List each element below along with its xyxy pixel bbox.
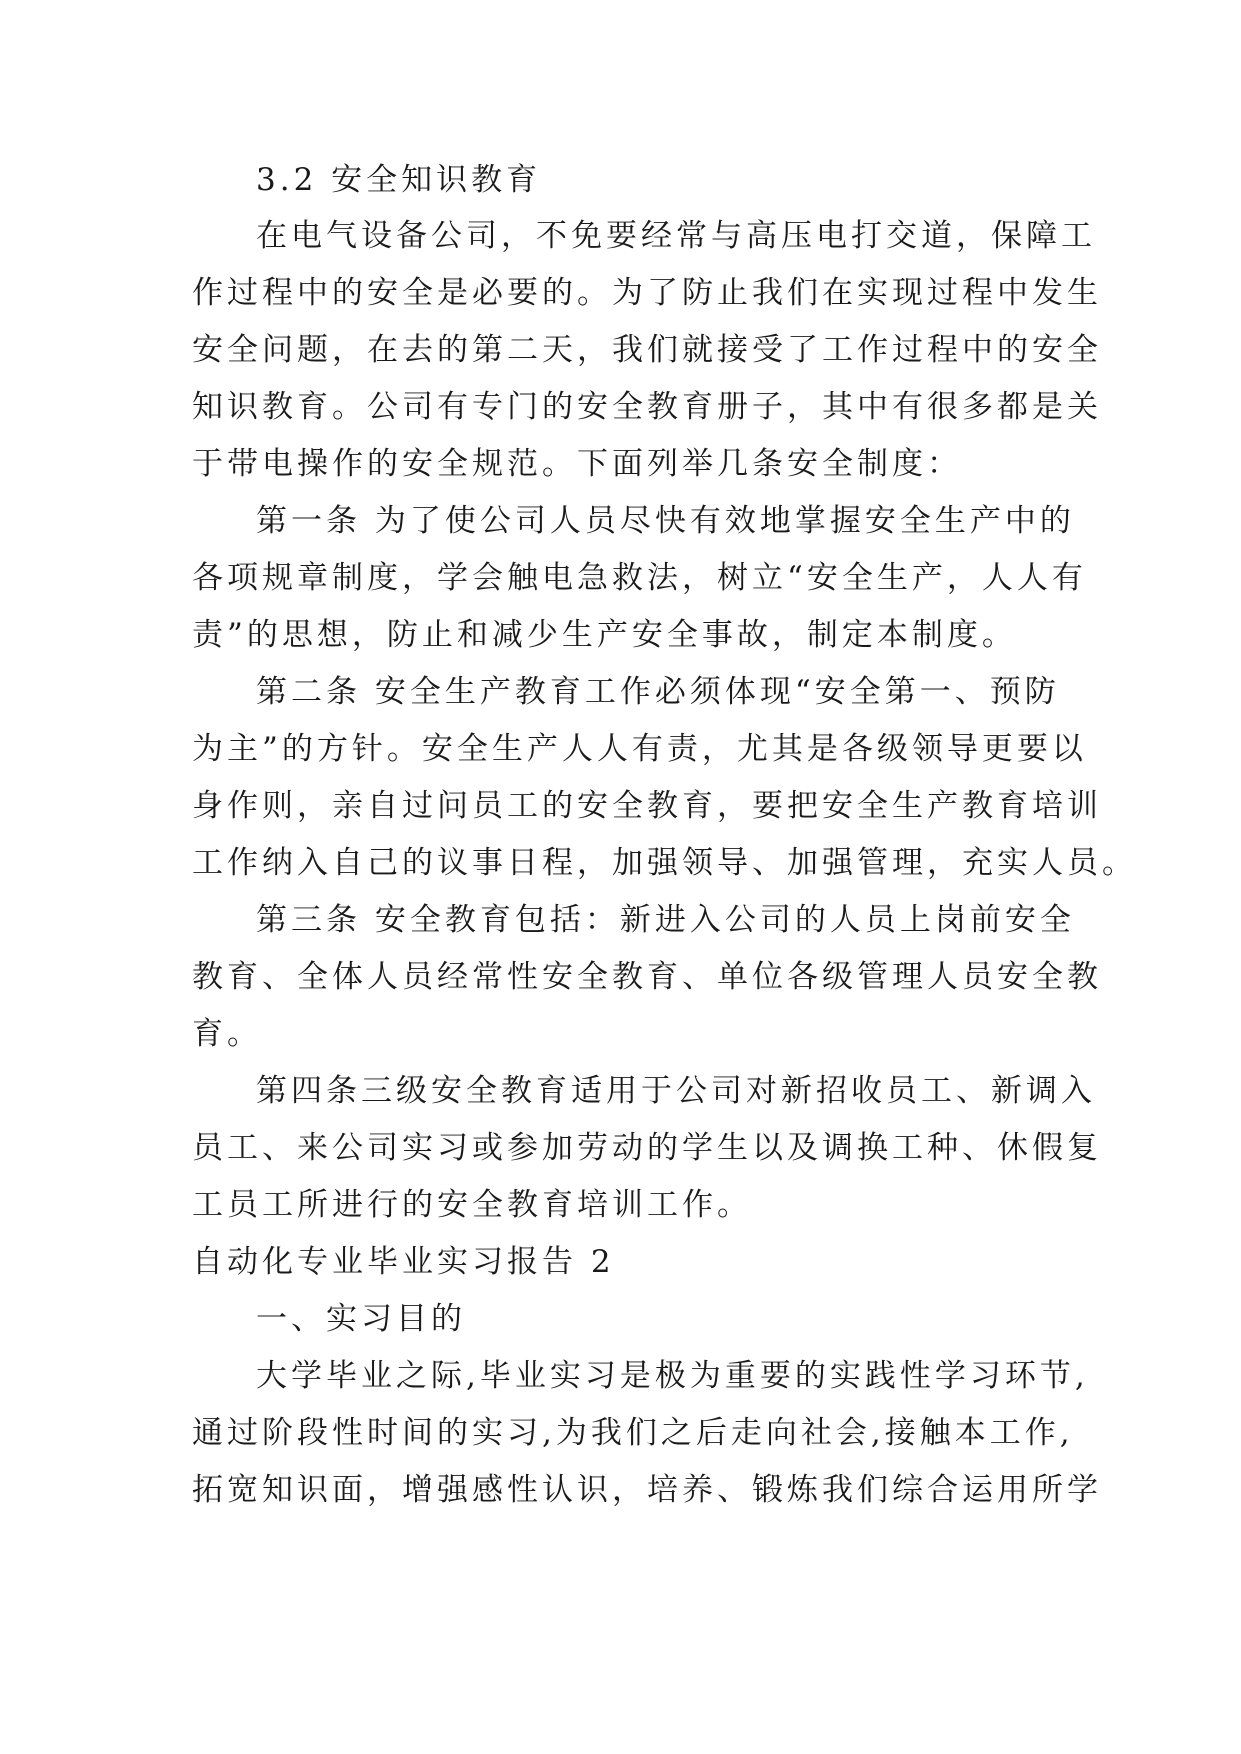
paragraph-line: 身作则，亲自过问员工的安全教育，要把安全生产教育培训 (192, 788, 1102, 824)
paragraph-line: 于带电操作的安全规范。下面列举几条安全制度： (192, 446, 962, 482)
paragraph-line: 工作纳入自己的议事日程，加强领导、加强管理，充实人员。 (192, 845, 1137, 881)
paragraph-line: 员工、来公司实习或参加劳动的学生以及调换工种、休假复 (192, 1130, 1102, 1166)
paragraph-line: 教育、全体人员经常性安全教育、单位各级管理人员安全教 (192, 959, 1102, 995)
paragraph-line: 育。 (192, 1016, 262, 1052)
paragraph-line: 第三条 安全教育包括：新进入公司的人员上岗前安全 (256, 902, 1075, 938)
section-heading: 3.2 安全知识教育 (256, 162, 542, 198)
paragraph-line: 各项规章制度，学会触电急救法，树立“安全生产，人人有 (192, 560, 1087, 596)
subheading: 一、实习目的 (256, 1301, 466, 1337)
paragraph-line: 第四条三级安全教育适用于公司对新招收员工、新调入 (256, 1073, 1096, 1109)
paragraph-line: 通过阶段性时间的实习,为我们之后走向社会,接触本工作, (192, 1415, 1074, 1451)
paragraph-line: 工员工所进行的安全教育培训工作。 (192, 1187, 752, 1223)
paragraph-line: 第一条 为了使公司人员尽快有效地掌握安全生产中的 (256, 503, 1075, 539)
paragraph-line: 大学毕业之际,毕业实习是极为重要的实践性学习环节, (256, 1358, 1089, 1394)
paragraph-line: 第二条 安全生产教育工作必须体现“安全第一、预防 (256, 674, 1060, 710)
paragraph-line: 在电气设备公司，不免要经常与高压电打交道，保障工 (256, 218, 1096, 254)
paragraph-line: 知识教育。公司有专门的安全教育册子，其中有很多都是关 (192, 389, 1102, 425)
paragraph-line: 作过程中的安全是必要的。为了防止我们在实现过程中发生 (192, 275, 1102, 311)
paragraph-line: 安全问题，在去的第二天，我们就接受了工作过程中的安全 (192, 332, 1102, 368)
paragraph-line: 为主”的方针。安全生产人人有责，尤其是各级领导更要以 (192, 731, 1087, 767)
paragraph-line: 拓宽知识面，增强感性认识，培养、锻炼我们综合运用所学 (192, 1472, 1102, 1508)
paragraph-line: 责”的思想，防止和减少生产安全事故，制定本制度。 (192, 617, 1017, 653)
report-title: 自动化专业毕业实习报告 2 (192, 1244, 615, 1280)
